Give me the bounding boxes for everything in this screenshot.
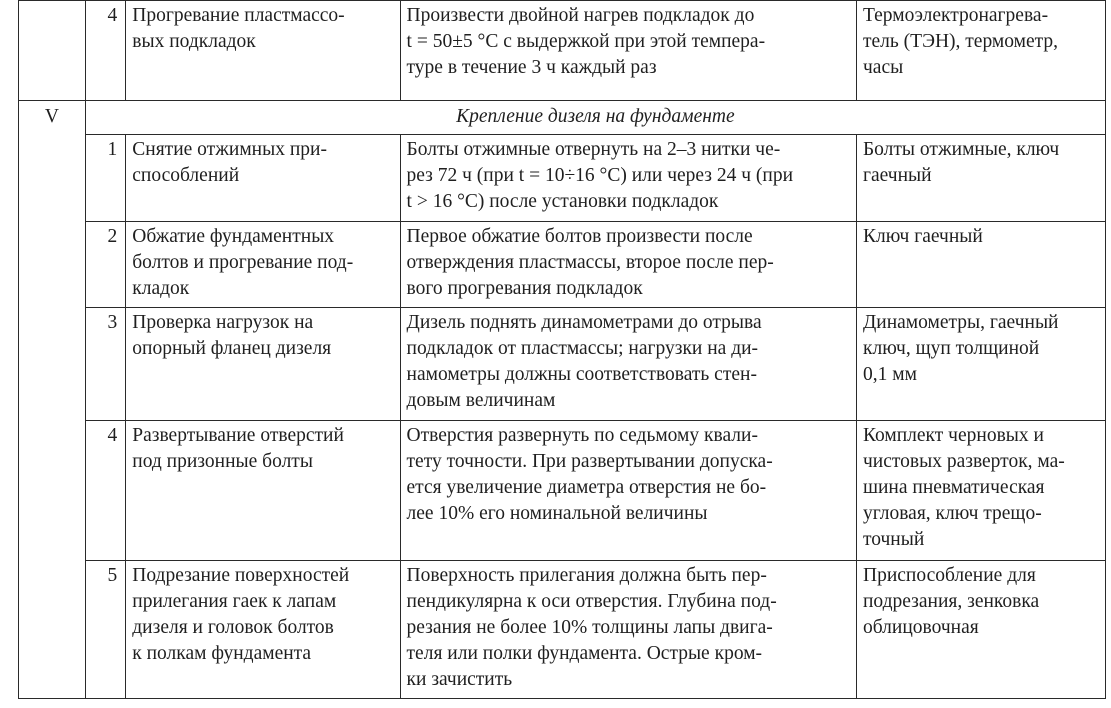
tools-cell: Болты отжимные, ключ гаечный [856,135,1105,222]
tools-cell: Комплект черновых и чистовых разверток, ма- шина пневматическая угловая, ключ трещо- точный [856,421,1105,561]
tools-cell: Динамометры, гаечный ключ, щуп толщиной 0,1 мм [856,308,1105,421]
step-number: 2 [85,222,125,308]
tools-cell: Ключ гаечный [856,222,1105,308]
table-row [19,1,1106,101]
step-number: 4 [85,421,125,561]
operation-cell: Прогревание пластмассо- вых подкладок [126,1,400,101]
tools-cell: Термоэлектронагрева- тель (ТЭН), термометр, часы [856,1,1105,101]
section-title: Крепление дизеля на фундаменте [85,101,1105,135]
table-row [19,561,1106,699]
stage-cell [19,1,86,101]
operation-cell: Обжатие фундаментных болтов и прогревание под- кладок [126,222,400,308]
description-cell: Первое обжатие болтов произвести после отверждения пластмассы, второе после пер- вого прогревания подкладок [400,222,856,308]
step-number: 5 [85,561,125,699]
description-cell: Дизель поднять динамометрами до отрыва подкладок от пластмассы; нагрузки на ди- намометры должны соответствовать стен- довым величинам [400,308,856,421]
operation-cell: Проверка нагрузок на опорный фланец дизеля [126,308,400,421]
description-cell: Отверстия развернуть по седьмому квали- тету точности. При развертывании допуска- ется увеличение диаметра отверстия не бо- лее 10% его номинальной величины [400,421,856,561]
procedure-table [18,0,1106,699]
operation-cell: Развертывание отверстий под призонные болты [126,421,400,561]
stage-roman-numeral: V [19,101,86,699]
step-number: 1 [85,135,125,222]
description-cell: Болты отжимные отвернуть на 2–3 нитки че- рез 72 ч (при t = 10÷16 °С) или через 24 ч (при t > 16 °С) после установки подкладок [400,135,856,222]
section-row [19,101,1106,135]
operation-cell: Снятие отжимных при- способлений [126,135,400,222]
step-number: 3 [85,308,125,421]
operation-cell: Подрезание поверхностей прилегания гаек к лапам дизеля и головок болтов к полкам фундамента [126,561,400,699]
tools-cell: Приспособление для подрезания, зенковка облицовочная [856,561,1105,699]
table-row [19,222,1106,308]
table-row [19,135,1106,222]
table-row [19,421,1106,561]
description-cell: Произвести двойной нагрев подкладок до t = 50±5 °С с выдержкой при этой темпера- туре в течение 3 ч каждый раз [400,1,856,101]
description-cell: Поверхность прилегания должна быть пер- пендикулярна к оси отверстия. Глубина под- резания не более 10% толщины лапы двига- теля или полки фундамента. Острые кром- ки зачистить [400,561,856,699]
step-number: 4 [85,1,125,101]
table-row [19,308,1106,421]
